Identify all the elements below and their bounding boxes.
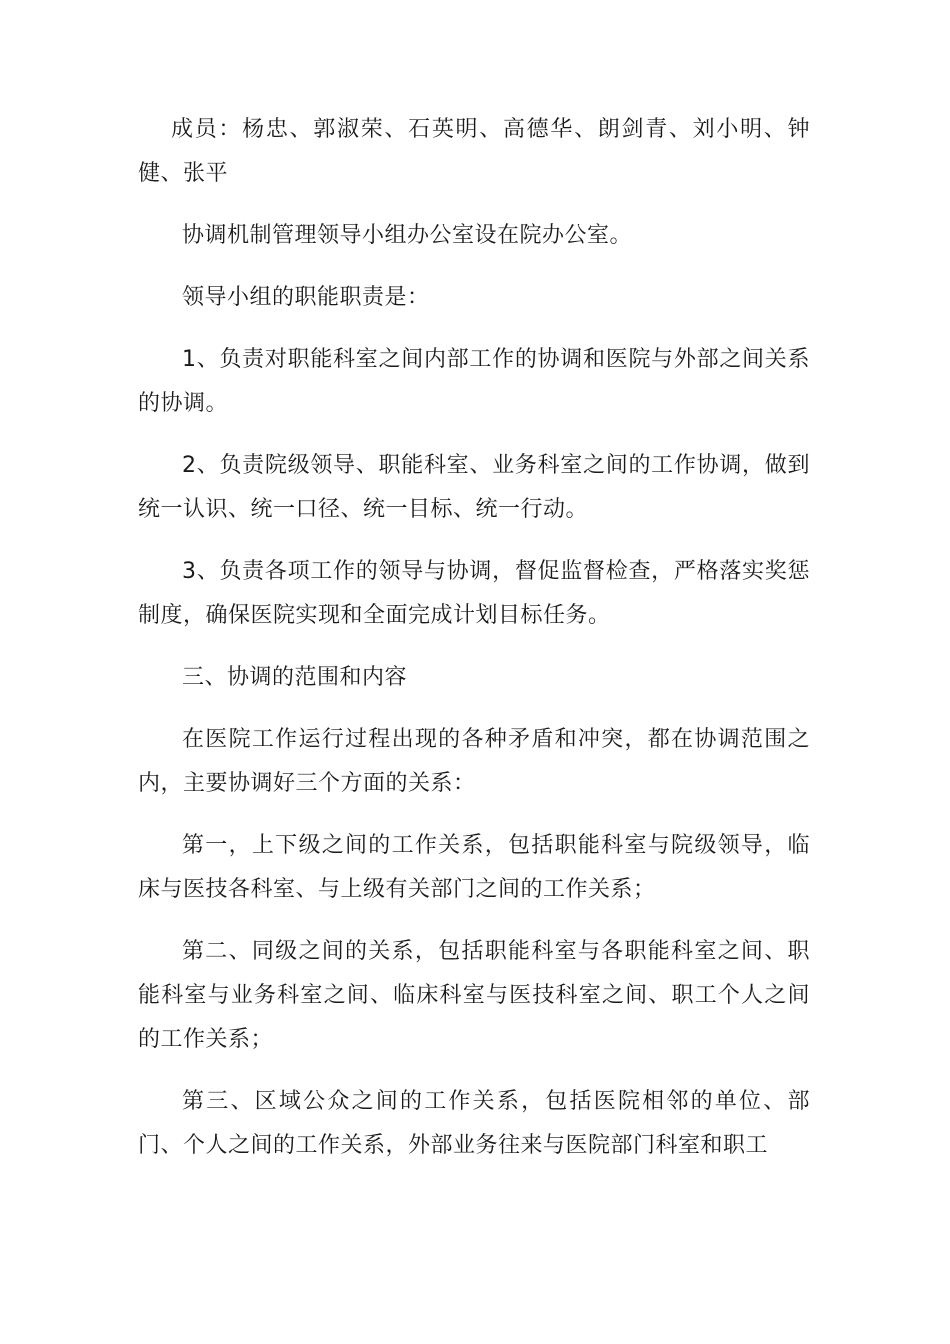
section-heading-scope: 三、协调的范围和内容 bbox=[182, 665, 408, 690]
duties-heading-paragraph: 领导小组的职能职责是： bbox=[182, 285, 430, 310]
office-paragraph: 协调机制管理领导小组办公室设在院办公室。 bbox=[182, 223, 633, 248]
duty-item-2: 2、负责院级领导、职能科室、业务科室之间的工作协调，做到统一认识、统一口径、统一目标、统一行动。 bbox=[138, 453, 810, 522]
members-paragraph: 成员：杨忠、郭淑荣、石英明、高德华、朗剑青、刘小明、钟健、张平 bbox=[138, 117, 810, 186]
relation-second-paragraph: 第二、同级之间的关系，包括职能科室与各职能科室之间、职能科室与业务科室之间、临床科室与医技科室之间、职工个人之间的工作关系； bbox=[138, 939, 810, 1052]
duty-item-1: 1、负责对职能科室之间内部工作的协调和医院与外部之间关系的协调。 bbox=[138, 347, 810, 416]
duty-item-3: 3、负责各项工作的领导与协调，督促监督检查，严格落实奖惩制度，确保医院实现和全面完成计划目标任务。 bbox=[138, 559, 810, 628]
relation-third-paragraph: 第三、区域公众之间的工作关系，包括医院相邻的单位、部门、个人之间的工作关系，外部业务往来与医院部门科室和职工 bbox=[138, 1089, 810, 1158]
relation-first-paragraph: 第一，上下级之间的工作关系，包括职能科室与院级领导，临床与医技各科室、与上级有关部门之间的工作关系； bbox=[138, 833, 810, 902]
scope-intro-paragraph: 在医院工作运行过程出现的各种矛盾和冲突，都在协调范围之内，主要协调好三个方面的关系： bbox=[138, 727, 810, 796]
document-body bbox=[138, 108, 810, 1186]
